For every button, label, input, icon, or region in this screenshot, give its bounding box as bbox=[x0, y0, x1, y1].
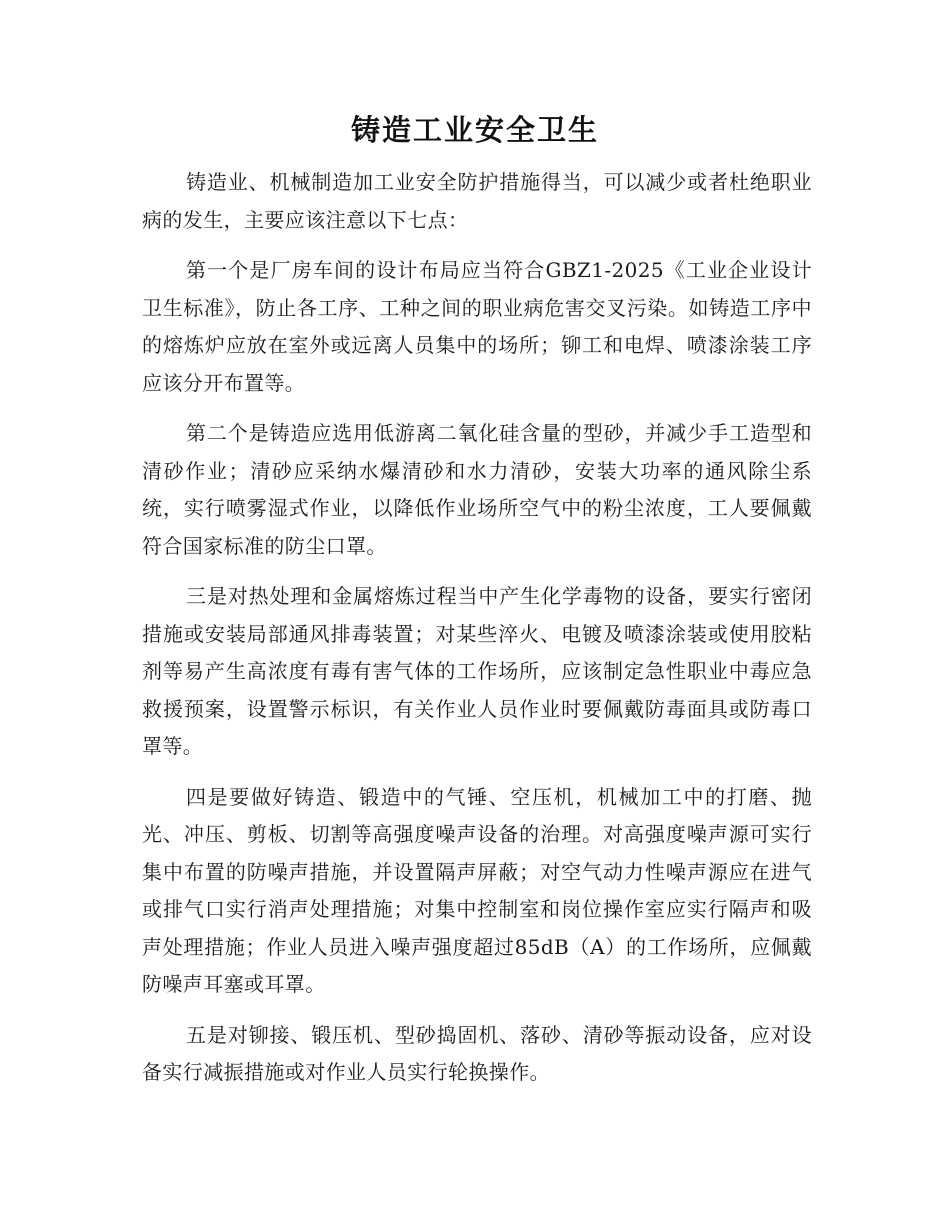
paragraph-point-5: 五是对铆接、锻压机、型砂捣固机、落砂、清砂等振动设备，应对设备实行减振措施或对作业人员实行轮换操作。 bbox=[142, 1022, 812, 1084]
document-title: 铸造工业安全卫生 bbox=[350, 113, 599, 147]
paragraph-point-4: 四是要做好铸造、锻造中的气锤、空压机，机械加工中的打磨、抛光、冲压、剪板、切割等高强度噪声设备的治理。对高强度噪声源可实行集中布置的防噪声措施，并设置隔声屏蔽；对空气动力性噪声源应在进气或排气口实行消声处理措施；对集中控制室和岗位操作室应实行隔声和吸声处理措施；作业人员进入噪声强度超过85dB（A）的工作场所，应佩戴防噪声耳塞或耳罩。 bbox=[142, 784, 812, 996]
paragraph-point-2: 第二个是铸造应选用低游离二氧化硅含量的型砂，并减少手工造型和清砂作业；清砂应采纳水爆清砂和水力清砂，安装大功率的通风除尘系统，实行喷雾湿式作业，以降低作业场所空气中的粉尘浓度，工人要佩戴符合国家标准的防尘口罩。 bbox=[142, 421, 812, 558]
document-body bbox=[142, 164, 812, 1105]
paragraph-intro: 铸造业、机械制造加工业安全防护措施得当，可以减少或者杜绝职业病的发生，主要应该注意以下七点： bbox=[142, 170, 812, 232]
paragraph-point-1: 第一个是厂房车间的设计布局应当符合GBZ1-2025《工业企业设计卫生标准》，防止各工序、工种之间的职业病危害交叉污染。如铸造工序中的熔炼炉应放在室外或远离人员集中的场所；铆工和电焊、喷漆涂装工序应该分开布置等。 bbox=[142, 258, 812, 395]
paragraph-point-3: 三是对热处理和金属熔炼过程当中产生化学毒物的设备，要实行密闭措施或安装局部通风排毒装置；对某些淬火、电镀及喷漆涂装或使用胶粘剂等易产生高浓度有毒有害气体的工作场所，应该制定急性职业中毒应急救援预案，设置警示标识，有关作业人员作业时要佩戴防毒面具或防毒口罩等。 bbox=[142, 584, 812, 758]
